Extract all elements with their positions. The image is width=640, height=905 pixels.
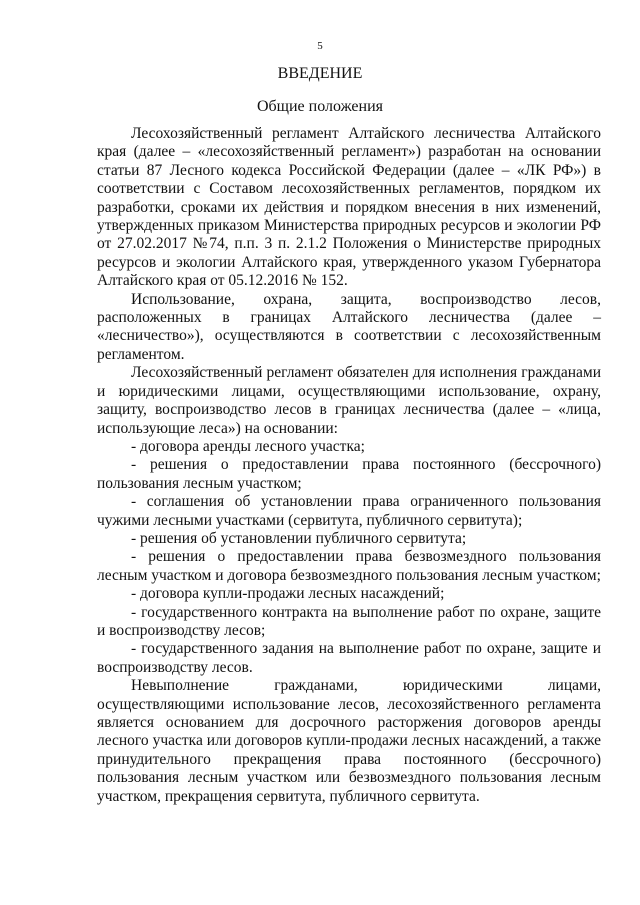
page-title: ВВЕДЕНИЕ: [277, 65, 363, 82]
list-item-sale-purchase: - договора купли-продажи лесных насаждений;: [131, 585, 445, 603]
list-item-state-assignment: - государственного задания на выполнение работ по охране, защите и воспроизводству лесов.: [97, 640, 601, 676]
list-item-lease-agreement: - договора аренды лесного участка;: [131, 437, 365, 455]
list-item-servitude-agreement: - соглашения об установлении права ограниченного пользования чужими лесными участками (сервитута, публичного сервитута);: [97, 493, 601, 529]
list-item-public-servitude: - решения об установлении публичного сервитута;: [131, 529, 467, 547]
list-item-permanent-use: - решения о предоставлении права постоянного (бессрочного) пользования лесным участком;: [97, 456, 601, 492]
page-number: 5: [317, 40, 323, 52]
paragraph-regulation-basis: Лесохозяйственный регламент Алтайского лесничества Алтайского края (далее – «лесохозяйственный регламент») разработан на основании статьи 87 Лесного кодекса Российской Федерации (далее – «ЛК РФ») в соответствии с Составом лесохозяйственных регламентов, порядком их разработки, сроками их действия и порядком внесения в них изменений, утвержденных приказом Министерства природных ресурсов и экологии РФ от 27.02.2017 №74, п.п. 3 п. 2.1.2 Положения о Министерстве природных ресурсов и экологии Алтайского края, утвержденного указом Губернатора Алтайского края от 05.12.2016 № 152.: [97, 125, 601, 290]
list-item-state-contract: - государственного контракта на выполнение работ по охране, защите и воспроизводству лесов;: [97, 603, 601, 639]
paragraph-forest-use: Использование, охрана, защита, воспроизводство лесов, расположенных в границах Алтайского лесничества (далее – «лесничество»), осуществляются в соответствии с лесохозяйственным регламентом.: [97, 290, 601, 363]
document-body: [97, 125, 601, 806]
list-item-free-use: - решения о предоставлении права безвозмездного пользования лесным участком и договора безвозмездного пользования лесным участком;: [97, 548, 601, 584]
paragraph-non-compliance: Невыполнение гражданами, юридическими лицами, осуществляющими использование лесов, лесохозяйственного регламента является основанием для досрочного расторжения договоров аренды лесного участка или договоров купли-продажи лесных насаждений, а также принудительного прекращения права постоянного (бессрочного) пользования лесным участком или безвозмездного пользования лесным участком, прекращения сервитута, публичного сервитута.: [97, 677, 601, 805]
paragraph-obligation: Лесохозяйственный регламент обязателен для исполнения гражданами и юридическими лицами, осуществляющими использование, охрану, защиту, воспроизводство лесов в границах лесничества (далее – «лица, использующие леса») на основании:: [97, 364, 601, 437]
section-subtitle: Общие положения: [256, 98, 384, 115]
